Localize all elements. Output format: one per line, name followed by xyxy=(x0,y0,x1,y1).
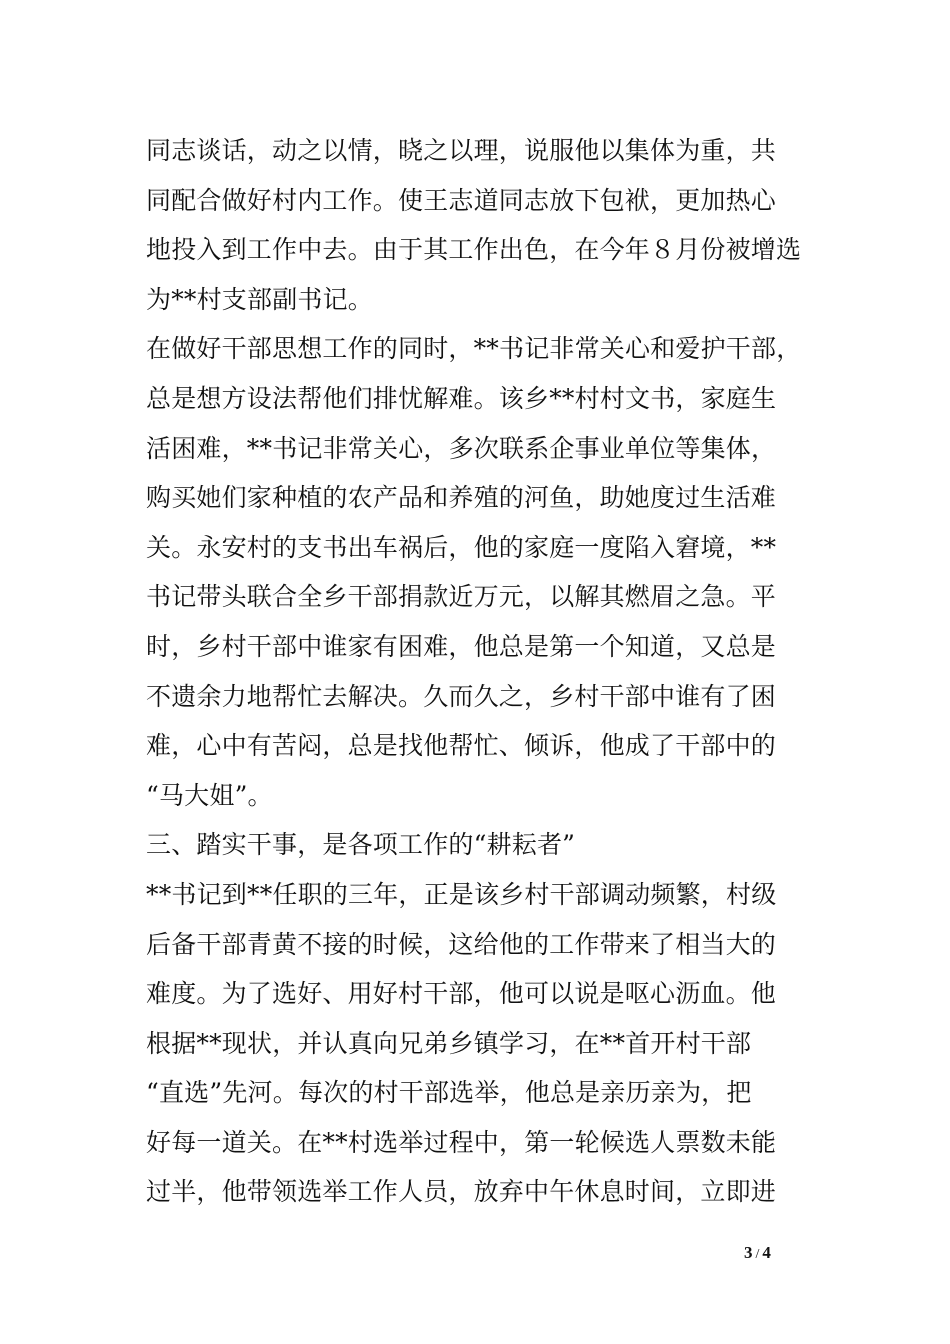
text-line: 不遗余力地帮忙去解决。久而久之，乡村干部中谁有了困 xyxy=(146,681,777,711)
text-line: 同志谈话，动之以情，晓之以理，说服他以集体为重，共 xyxy=(146,136,777,165)
text-line: 根据**现状，并认真向兄弟乡镇学习，在**首开村干部 xyxy=(146,1028,752,1058)
current-page-number: 3 xyxy=(744,1243,753,1262)
text-line: 难，心中有苦闷，总是找他帮忙、倾诉，他成了干部中的 xyxy=(146,731,777,761)
text-line: 关。永安村的支书出车祸后，他的家庭一度陷入窘境，** xyxy=(146,532,777,562)
body-text xyxy=(146,126,826,1217)
text-line: 好每一道关。在**村选举过程中，第一轮候选人票数未能 xyxy=(146,1127,777,1157)
text-line: 难度。为了选好、用好村干部，他可以说是呕心沥血。他 xyxy=(146,979,777,1009)
text-line: 在做好干部思想工作的同时，**书记非常关心和爱护干部， xyxy=(146,334,802,364)
text-line: 同配合做好村内工作。使王志道同志放下包袱，更加热心 xyxy=(146,185,777,215)
text-line: 地投入到工作中去。由于其工作出色，在今年８月份被增选 xyxy=(146,235,802,265)
total-pages-number: 4 xyxy=(762,1243,771,1262)
text-line: 三、踏实干事，是各项工作的“耕耘者” xyxy=(146,830,576,860)
text-line: 购买她们家种植的农产品和养殖的河鱼，助她度过生活难 xyxy=(146,483,777,513)
text-line: 为**村支部副书记。 xyxy=(146,284,374,314)
page-number xyxy=(744,1243,771,1263)
text-line: 活困难，**书记非常关心，多次联系企事业单位等集体， xyxy=(146,433,777,463)
text-line: “直选”先河。每次的村干部选举，他总是亲历亲为，把 xyxy=(146,1078,752,1108)
text-line: **书记到**任职的三年，正是该乡村干部调动频繁，村级 xyxy=(146,879,777,909)
page-separator: / xyxy=(755,1247,760,1262)
text-line: 总是想方设法帮他们排忧解难。该乡**村村文书，家庭生 xyxy=(146,383,777,413)
text-line: 书记带头联合全乡干部捐款近万元，以解其燃眉之急。平 xyxy=(146,582,777,612)
text-line: 过半，他带领选举工作人员，放弃中午休息时间，立即进 xyxy=(146,1177,777,1207)
text-line: “马大姐”。 xyxy=(146,780,273,810)
text-line: 时，乡村干部中谁家有困难，他总是第一个知道，又总是 xyxy=(146,631,777,661)
text-line: 后备干部青黄不接的时候，这给他的工作带来了相当大的 xyxy=(146,929,777,959)
